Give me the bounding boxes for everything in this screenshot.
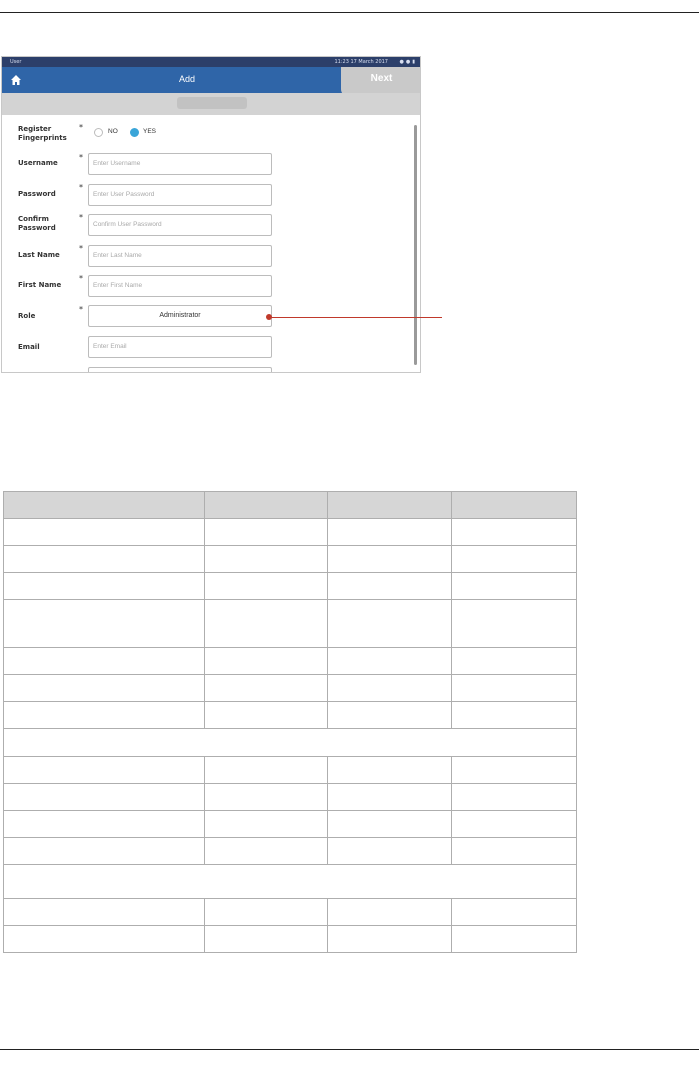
table-cell bbox=[452, 600, 577, 648]
table-cell bbox=[4, 899, 205, 926]
status-bar bbox=[2, 57, 421, 67]
next-button[interactable]: Next bbox=[341, 67, 421, 97]
table-cell bbox=[452, 838, 577, 865]
table-cell bbox=[4, 600, 205, 648]
table-cell bbox=[205, 757, 328, 784]
table-cell bbox=[205, 702, 328, 729]
email-label: Email bbox=[18, 343, 40, 351]
status-icons bbox=[399, 59, 417, 65]
table-header-cell bbox=[452, 492, 577, 519]
reference-table bbox=[3, 491, 577, 953]
table-cell bbox=[4, 648, 205, 675]
table-cell bbox=[452, 648, 577, 675]
table-cell bbox=[4, 757, 205, 784]
table-row bbox=[4, 865, 577, 899]
username-field[interactable]: Enter Username bbox=[88, 153, 272, 175]
sub-tab[interactable] bbox=[177, 97, 247, 109]
table-cell bbox=[328, 519, 452, 546]
table-cell bbox=[328, 899, 452, 926]
table-cell bbox=[4, 865, 577, 899]
table-row bbox=[4, 702, 577, 729]
callout-dot bbox=[266, 314, 272, 320]
table-cell bbox=[452, 926, 577, 953]
first-name-label: First Name bbox=[18, 281, 62, 289]
last-name-label: Last Name bbox=[18, 251, 60, 259]
radio-yes[interactable] bbox=[130, 128, 139, 137]
table-cell bbox=[205, 675, 328, 702]
table-cell bbox=[4, 519, 205, 546]
table-cell bbox=[452, 519, 577, 546]
table-cell bbox=[328, 784, 452, 811]
last-name-field[interactable]: Enter Last Name bbox=[88, 245, 272, 267]
lock-icon: ● bbox=[405, 59, 413, 65]
table-cell bbox=[205, 838, 328, 865]
table-row bbox=[4, 926, 577, 953]
table-cell bbox=[205, 546, 328, 573]
radio-yes-label: YES bbox=[143, 128, 157, 135]
table-cell bbox=[452, 573, 577, 600]
table-cell bbox=[328, 926, 452, 953]
scrollbar[interactable] bbox=[414, 125, 417, 365]
table-header-cell bbox=[328, 492, 452, 519]
top-rule bbox=[0, 12, 699, 13]
table-body bbox=[4, 519, 577, 953]
table-cell bbox=[205, 926, 328, 953]
table-row bbox=[4, 838, 577, 865]
password-label: Password bbox=[18, 190, 56, 198]
first-name-field[interactable]: Enter First Name bbox=[88, 275, 272, 297]
password-field[interactable]: Enter User Password bbox=[88, 184, 272, 206]
table-row bbox=[4, 757, 577, 784]
table-cell bbox=[452, 784, 577, 811]
role-label: Role bbox=[18, 312, 36, 320]
table-cell bbox=[205, 648, 328, 675]
next-field-partial[interactable] bbox=[88, 367, 272, 373]
table-cell bbox=[328, 600, 452, 648]
table-row bbox=[4, 729, 577, 757]
table-cell bbox=[4, 729, 577, 757]
table-cell bbox=[328, 757, 452, 784]
username-label: Username bbox=[18, 159, 58, 167]
table-cell bbox=[205, 573, 328, 600]
table-cell bbox=[452, 702, 577, 729]
required-marker: * bbox=[79, 274, 83, 283]
radio-no[interactable] bbox=[94, 128, 103, 137]
table-row bbox=[4, 675, 577, 702]
home-icon[interactable] bbox=[10, 74, 22, 86]
table-cell bbox=[328, 573, 452, 600]
page-title: Add bbox=[178, 74, 195, 84]
table-cell bbox=[205, 811, 328, 838]
bottom-rule bbox=[0, 1049, 699, 1050]
table-cell bbox=[328, 546, 452, 573]
table-cell bbox=[4, 926, 205, 953]
table-row bbox=[4, 519, 577, 546]
table-cell bbox=[205, 600, 328, 648]
table-cell bbox=[4, 784, 205, 811]
table-cell bbox=[205, 899, 328, 926]
table-cell bbox=[205, 784, 328, 811]
required-marker: * bbox=[79, 305, 83, 314]
table-cell bbox=[452, 675, 577, 702]
required-marker: * bbox=[79, 153, 83, 162]
table-cell bbox=[328, 702, 452, 729]
fingerprints-label: Register Fingerprints bbox=[18, 125, 67, 142]
status-user: User bbox=[10, 59, 22, 65]
status-datetime: 11:23 17 March 2017 bbox=[334, 59, 388, 65]
table-header-cell bbox=[205, 492, 328, 519]
confirm-password-field[interactable]: Confirm User Password bbox=[88, 214, 272, 236]
table-cell bbox=[452, 899, 577, 926]
required-marker: * bbox=[79, 244, 83, 253]
radio-no-label: NO bbox=[108, 128, 118, 135]
required-marker: * bbox=[79, 183, 83, 192]
confirm-password-label: Confirm Password bbox=[18, 215, 56, 232]
table-row bbox=[4, 648, 577, 675]
role-select[interactable]: Administrator bbox=[88, 305, 272, 327]
usb-icon: ● bbox=[399, 59, 406, 65]
table-row bbox=[4, 600, 577, 648]
app-header bbox=[2, 67, 342, 93]
table-row bbox=[4, 784, 577, 811]
table-cell bbox=[328, 811, 452, 838]
table-header-row bbox=[4, 492, 577, 519]
table-cell bbox=[4, 838, 205, 865]
required-marker: * bbox=[79, 213, 83, 222]
table-cell bbox=[205, 519, 328, 546]
table-header-cell bbox=[4, 492, 205, 519]
required-marker: * bbox=[79, 123, 83, 132]
table-cell bbox=[328, 648, 452, 675]
add-user-form bbox=[2, 115, 412, 373]
table-row bbox=[4, 899, 577, 926]
table-cell bbox=[4, 702, 205, 729]
table-cell bbox=[4, 811, 205, 838]
table-row bbox=[4, 811, 577, 838]
table-cell bbox=[452, 811, 577, 838]
callout-line bbox=[269, 317, 442, 318]
table-cell bbox=[4, 546, 205, 573]
table-cell bbox=[452, 546, 577, 573]
table-cell bbox=[452, 757, 577, 784]
table-row bbox=[4, 573, 577, 600]
battery-icon: ▮ bbox=[412, 59, 417, 65]
table-cell bbox=[328, 838, 452, 865]
email-field[interactable]: Enter Email bbox=[88, 336, 272, 358]
device-screenshot bbox=[1, 56, 421, 373]
table-cell bbox=[4, 573, 205, 600]
table-cell bbox=[4, 675, 205, 702]
sub-toolbar bbox=[2, 93, 421, 115]
table-row bbox=[4, 546, 577, 573]
table-cell bbox=[328, 675, 452, 702]
